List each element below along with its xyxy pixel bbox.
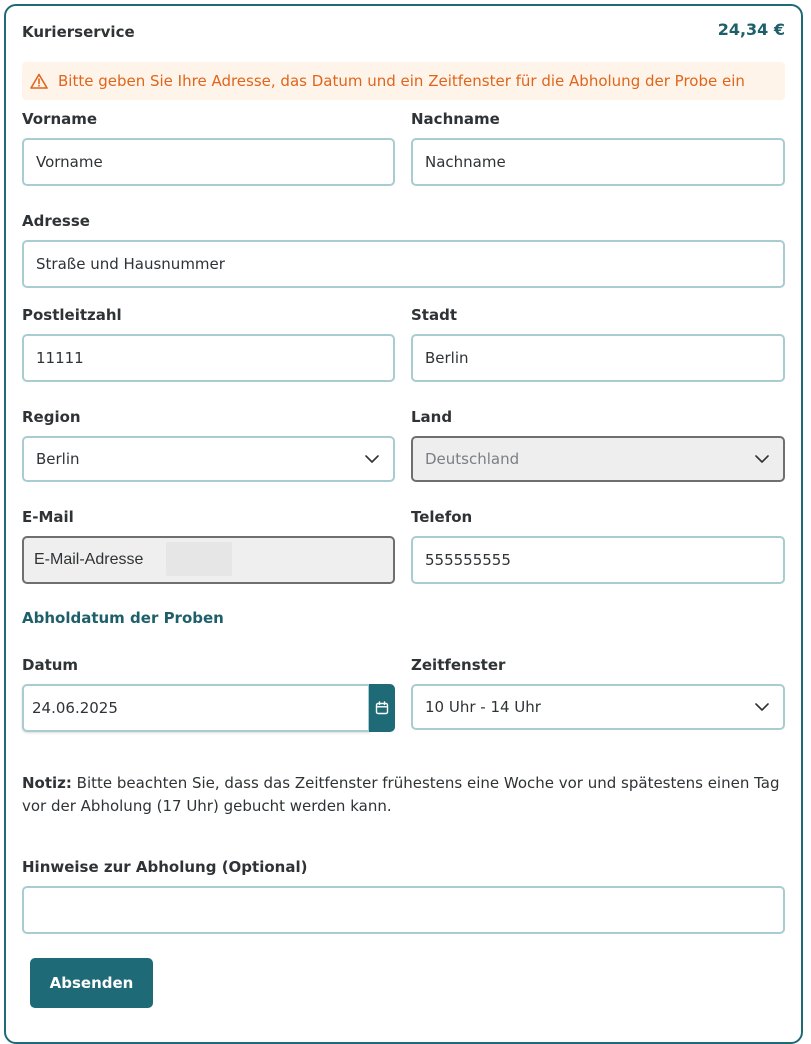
phone-label: Telefon (411, 508, 473, 526)
calendar-icon (375, 701, 389, 715)
email-label: E-Mail (22, 508, 74, 526)
first-name-label: Vorname (22, 110, 98, 128)
email-input[interactable] (22, 536, 395, 584)
date-input[interactable] (22, 684, 370, 732)
card-title: Kurierservice (22, 23, 135, 41)
city-label: Stadt (411, 306, 458, 324)
date-value: 24.06.2025 (32, 699, 118, 717)
pickup-section-title: Abholdatum der Proben (22, 609, 224, 627)
date-label: Datum (22, 656, 79, 674)
first-name-input[interactable] (22, 138, 395, 186)
time-window-value: 10 Uhr - 14 Uhr (425, 698, 541, 716)
note-text: Bitte beachten Sie, dass das Zeitfenster frühestens eine Woche vor und spätestens einen Tag vor der Abholung (17 Uhr) gebucht werden kann. (22, 774, 780, 815)
warning-triangle-icon (30, 73, 48, 89)
email-autofill-highlight (166, 542, 232, 576)
postal-code-label: Postleitzahl (22, 306, 122, 324)
last-name-value: Nachname (425, 153, 506, 171)
alert-text: Bitte geben Sie Ihre Adresse, das Datum und ein Zeitfenster für die Abholung der Probe ein (58, 72, 745, 90)
postal-code-input[interactable] (22, 334, 395, 382)
region-label: Region (22, 408, 81, 426)
city-value: Berlin (425, 349, 469, 367)
time-window-label: Zeitfenster (411, 656, 506, 674)
alert-banner (22, 62, 785, 100)
remarks-label: Hinweise zur Abholung (Optional) (22, 858, 308, 876)
region-value: Berlin (36, 450, 80, 468)
phone-input[interactable] (411, 536, 785, 584)
last-name-label: Nachname (411, 110, 500, 128)
chevron-down-icon (755, 455, 769, 463)
note-prefix: Notiz: (22, 774, 72, 792)
phone-value: 555555555 (425, 551, 511, 569)
price-label: 24,34 € (717, 20, 785, 39)
address-label: Adresse (22, 212, 90, 230)
remarks-input[interactable] (22, 886, 785, 934)
time-window-select[interactable] (411, 684, 785, 730)
city-input[interactable] (411, 334, 785, 382)
calendar-button[interactable] (369, 684, 395, 732)
postal-code-value: 11111 (36, 349, 84, 367)
pickup-note (22, 772, 782, 818)
region-select[interactable] (22, 436, 395, 482)
chevron-down-icon (365, 455, 379, 463)
last-name-input[interactable] (411, 138, 785, 186)
chevron-down-icon (755, 703, 769, 711)
address-value: Straße und Hausnummer (36, 255, 225, 273)
country-select[interactable] (411, 436, 785, 482)
country-label: Land (411, 408, 453, 426)
address-input[interactable] (22, 240, 785, 288)
email-value: E-Mail-Adresse (34, 551, 144, 568)
submit-button[interactable]: Absenden (30, 958, 153, 1008)
country-value: Deutschland (425, 450, 520, 468)
first-name-value: Vorname (36, 153, 103, 171)
